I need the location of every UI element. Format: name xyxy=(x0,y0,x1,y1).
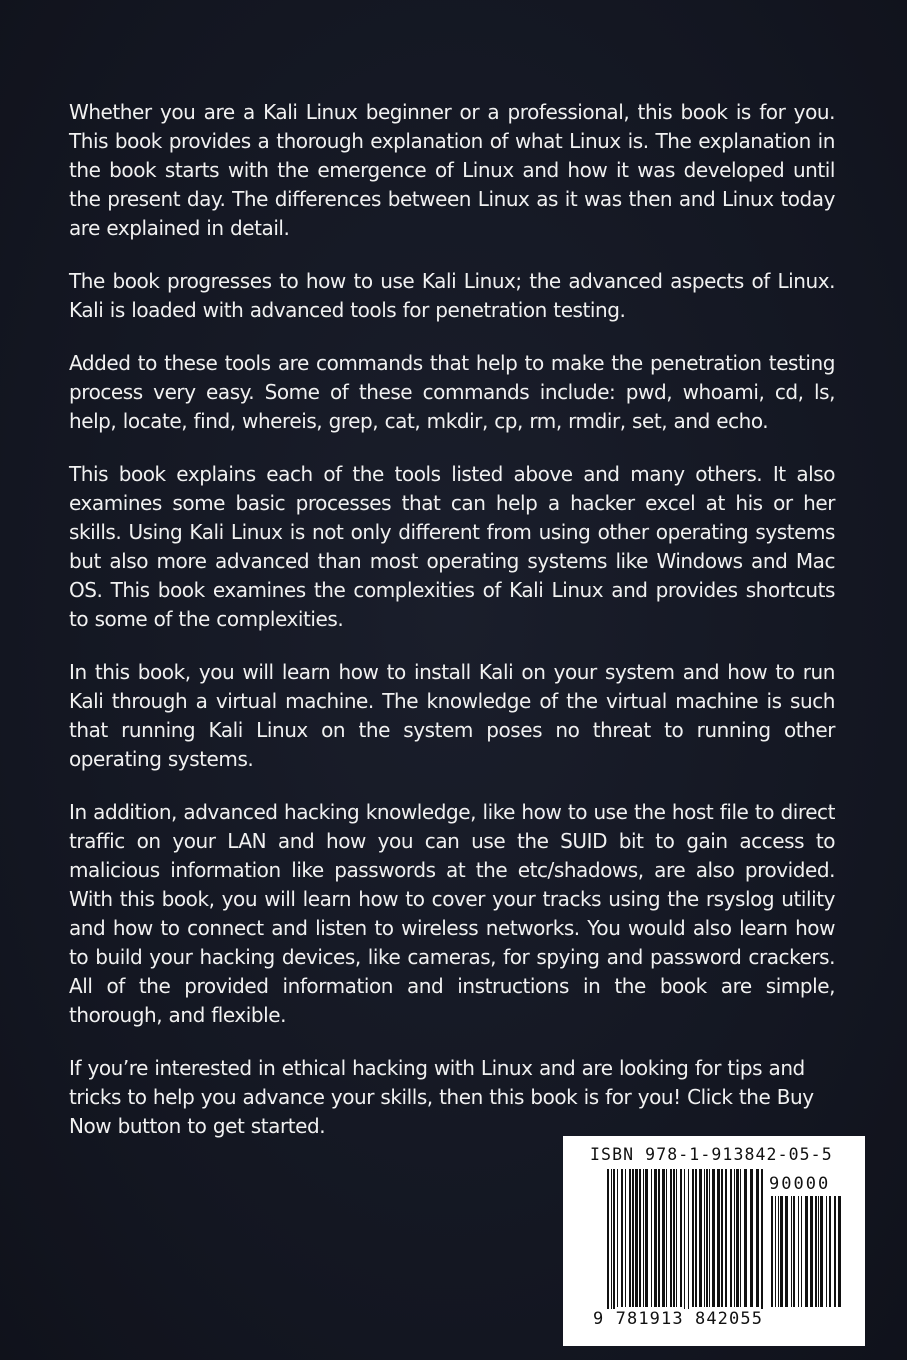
barcode-bar xyxy=(688,1169,689,1321)
barcode-bar xyxy=(654,1169,657,1307)
blurb-paragraph-7: If you’re interested in ethical hacking with Linux and are looking for tips and tricks to help you advance your skills, then this book is for you! Click the Buy Now button to get started. xyxy=(69,1056,814,1138)
barcode-bar xyxy=(712,1169,715,1307)
barcode-bar xyxy=(704,1169,705,1307)
barcode-bar xyxy=(632,1169,634,1307)
barcode-bar xyxy=(785,1196,788,1307)
barcode-bar xyxy=(717,1169,720,1307)
barcode-bar xyxy=(617,1169,618,1307)
barcode-bar xyxy=(730,1169,732,1307)
book-blurb xyxy=(69,98,835,1165)
barcode-bar xyxy=(736,1169,739,1307)
barcode-ean-digits: 9 781913 842055 xyxy=(593,1309,764,1329)
barcode-bar xyxy=(838,1196,841,1307)
barcode-bar xyxy=(793,1196,795,1307)
isbn-barcode xyxy=(563,1136,865,1346)
barcode-bar xyxy=(613,1169,615,1321)
barcode-bar xyxy=(625,1169,626,1307)
barcode-bar xyxy=(815,1196,817,1307)
barcode-bars-main xyxy=(607,1169,765,1321)
barcode-bar xyxy=(643,1169,644,1307)
barcode-bar xyxy=(829,1196,831,1307)
barcode-bar xyxy=(639,1169,641,1307)
barcode-bar xyxy=(680,1169,682,1307)
barcode-bar xyxy=(780,1196,783,1307)
barcode-bar xyxy=(778,1196,779,1307)
barcode-bar xyxy=(607,1169,609,1321)
barcode-bar xyxy=(651,1169,652,1307)
barcode-bar xyxy=(695,1169,697,1307)
barcode-bar xyxy=(805,1196,808,1307)
barcode-bar xyxy=(810,1196,813,1307)
barcode-bar xyxy=(744,1169,747,1307)
barcode-bar xyxy=(721,1169,723,1307)
blurb-paragraph-3: Added to these tools are commands that help to make the penetration testing process very easy. Some of these commands include: pwd, whoami, cd, ls, help, locate, find, whereis, grep, cat, mkdir, cp, rm, rmdir, set, and echo. xyxy=(69,351,835,433)
barcode-bar xyxy=(740,1169,741,1307)
barcode-bar xyxy=(629,1169,631,1307)
barcode-bar xyxy=(818,1196,819,1307)
barcode-bar xyxy=(662,1169,665,1307)
blurb-paragraph-6: In addition, advanced hacking knowledge, like how to use the host file to direct traffic on your LAN and how you can use the SUID bit to gain access to malicious information like passwords at the etc/shadows, are also provided. With this book, you will learn how to cover your tracks using the rsyslog utility and how to connect and listen to wireless networks. You would also learn how to build your hacking devices, like cameras, for spying and password crackers. All of the provided information and instructions in the book are simple, thorough, and flexible. xyxy=(69,800,835,1027)
barcode-bar xyxy=(775,1196,776,1307)
blurb-paragraph-2: The book progresses to how to use Kali Linux; the advanced aspects of Linux. Kali is loaded with advanced tools for penetration testing. xyxy=(69,269,835,322)
barcode-bar xyxy=(611,1169,612,1321)
barcode-bar xyxy=(676,1169,677,1307)
barcode-bars-addon xyxy=(771,1196,843,1321)
barcode-bar xyxy=(699,1169,702,1307)
barcode-addon-digits: 90000 xyxy=(769,1174,831,1194)
barcode-bar xyxy=(673,1169,675,1307)
barcode-bar xyxy=(621,1169,623,1307)
barcode-bar xyxy=(761,1169,763,1321)
barcode-bar xyxy=(734,1169,735,1307)
barcode-bar xyxy=(771,1196,773,1307)
barcode-bar xyxy=(635,1169,638,1307)
barcode-bar xyxy=(798,1196,799,1307)
barcode-bar xyxy=(791,1196,792,1307)
barcode-bar xyxy=(658,1169,660,1307)
barcode-bar xyxy=(725,1169,727,1307)
barcode-bar xyxy=(820,1196,823,1307)
barcode-bar xyxy=(709,1169,710,1307)
barcode-bar xyxy=(670,1169,672,1307)
barcode-bar xyxy=(692,1169,694,1307)
barcode-bar xyxy=(801,1196,802,1307)
barcode-bar xyxy=(756,1169,759,1307)
barcode-bar xyxy=(684,1169,685,1321)
barcode-bar xyxy=(834,1196,836,1307)
blurb-paragraph-5: In this book, you will learn how to install Kali on your system and how to run Kali through a virtual machine. The knowledge of the virtual machine is such that running Kali Linux on the system poses no threat to running other operating systems. xyxy=(69,660,835,771)
barcode-bar xyxy=(750,1169,753,1307)
barcode-bar xyxy=(645,1169,648,1307)
barcode-bar xyxy=(826,1196,827,1307)
isbn-label: ISBN 978-1-913842-05-5 xyxy=(590,1145,833,1164)
barcode-bar xyxy=(666,1169,667,1307)
barcode-bar xyxy=(706,1169,708,1307)
blurb-paragraph-1: Whether you are a Kali Linux beginner or a professional, this book is for you. This book provides a thorough explanation of what Linux is. The explanation in the book starts with the emergence of Linux and how it was developed until the present day. The differences between Linux as it was then and Linux today are explained in detail. xyxy=(69,100,835,240)
blurb-paragraph-4: This book explains each of the tools listed above and many others. It also examines some basic processes that can help a hacker excel at his or her skills. Using Kali Linux is not only different from using other operating systems but also more advanced than most operating systems like Windows and Mac OS. This book examines the complexities of Kali Linux and provides shortcuts to some of the complexities. xyxy=(69,462,835,631)
